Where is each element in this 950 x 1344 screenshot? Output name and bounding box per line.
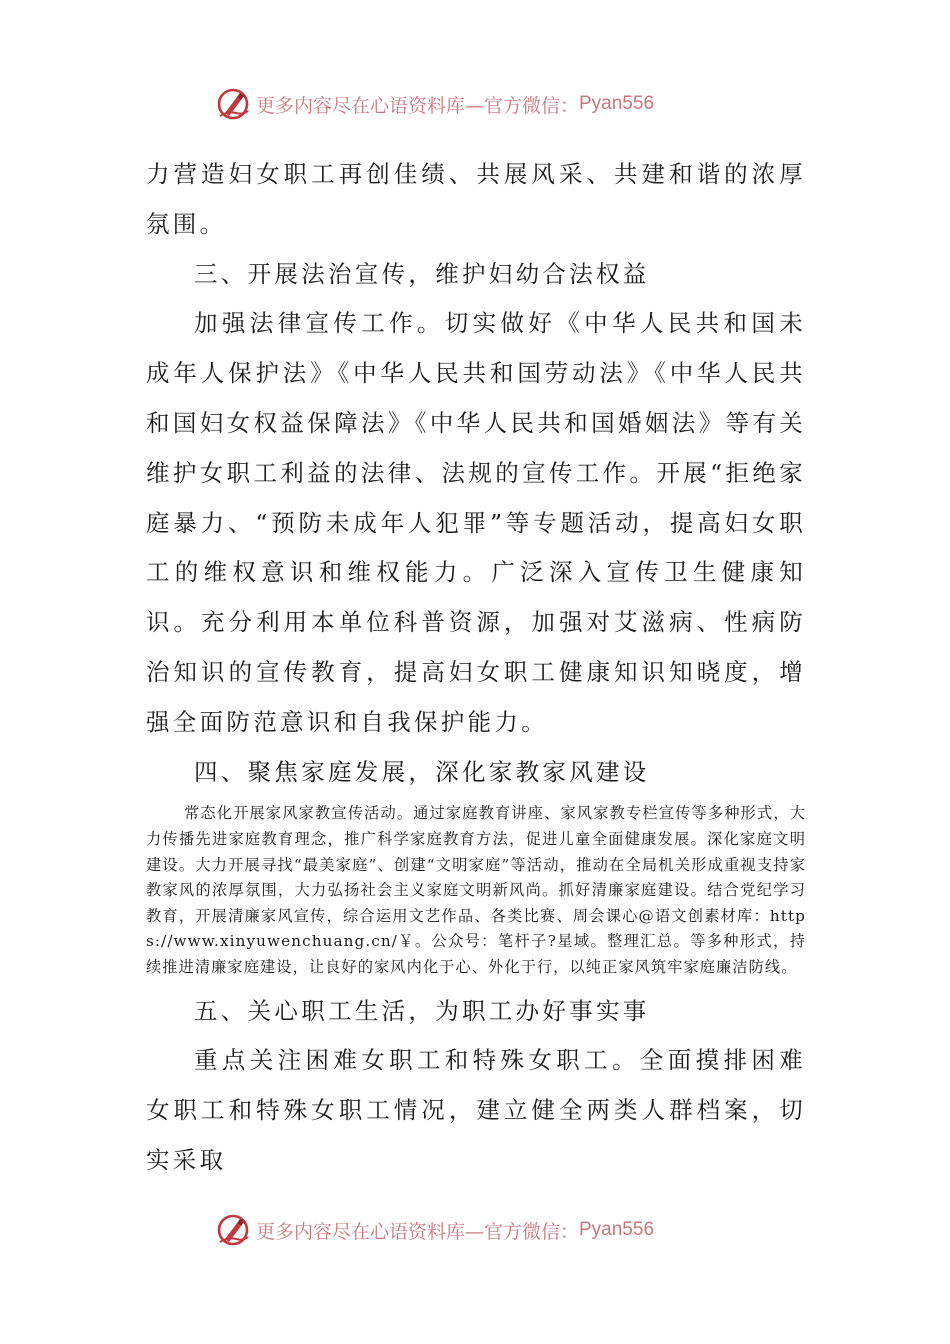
pen-logo-icon — [216, 87, 250, 121]
banner-text: 更多内容尽在心语资料库—官方微信： — [255, 94, 579, 117]
banner-text: 更多内容尽在心语资料库—官方微信： — [255, 1220, 579, 1243]
paragraph-small: 常态化开展家风家教宣传活动。通过家庭教育讲座、家风家教专栏宣传等多种形式，大力传播先进家庭教育理念，推广科学家庭教育方法，促进儿童全面健康发展。深化家庭文明建设。大力开展寻找“最美家庭”、创建“文明家庭”等活动，推动在全局机关形成重视支持家教家风的浓厚氛围，大力弘扬社会主义家庭文明新风尚。抓好清廉家庭建设。结合党纪学习教育，开展清廉家风宣传，综合运用文艺作品、各类比赛、周会课心@语文创素材库：https://www.xinyuwenchuang.cn/￥。公众号：笔杆子?星域。整理汇总。等多种形式，持续推进清廉家庭建设，让良好的家风内化于心、外化于行，以纯正家风筑牢家庭廉洁防线。 — [146, 804, 806, 976]
footer-banner — [0, 1210, 950, 1250]
paragraph: 力营造妇女职工再创佳绩、共展风采、共建和谐的浓厚氛围。 — [146, 160, 806, 238]
paragraph: 加强法律宣传工作。切实做好《中华人民共和国未成年人保护法》《中华人民共和国劳动法》《中华人民共和国妇女权益保障法》《中华人民共和国婚姻法》等有关维护女职工利益的法律、法规的宣传工作。开展“拒绝家庭暴力、“预防未成年人犯罪”等专题活动，提高妇女职工的维权意识和维权能力。广泛深入宣传卫生健康知识。充分利用本单位科普资源，加强对艾滋病、性病防治知识的宣传教育，提高妇女职工健康知识知晓度，增强全面防范意识和自我保护能力。 — [146, 309, 806, 736]
section-heading-3: 三、开展法治宣传，维护妇幼合法权益 — [194, 259, 650, 288]
header-banner — [0, 84, 950, 124]
pen-logo-icon — [216, 1213, 250, 1247]
paragraph: 重点关注困难女职工和特殊女职工。全面摸排困难女职工和特殊女职工情况，建立健全两类人群档案，切实采取 — [146, 1046, 806, 1174]
section-heading-4: 四、聚焦家庭发展，深化家教家风建设 — [194, 757, 650, 786]
section-heading-5: 五、关心职工生活，为职工办好事实事 — [194, 996, 650, 1025]
wechat-id: Pyan556 — [579, 93, 655, 114]
document-body — [146, 150, 806, 1186]
wechat-id: Pyan556 — [579, 1219, 655, 1240]
